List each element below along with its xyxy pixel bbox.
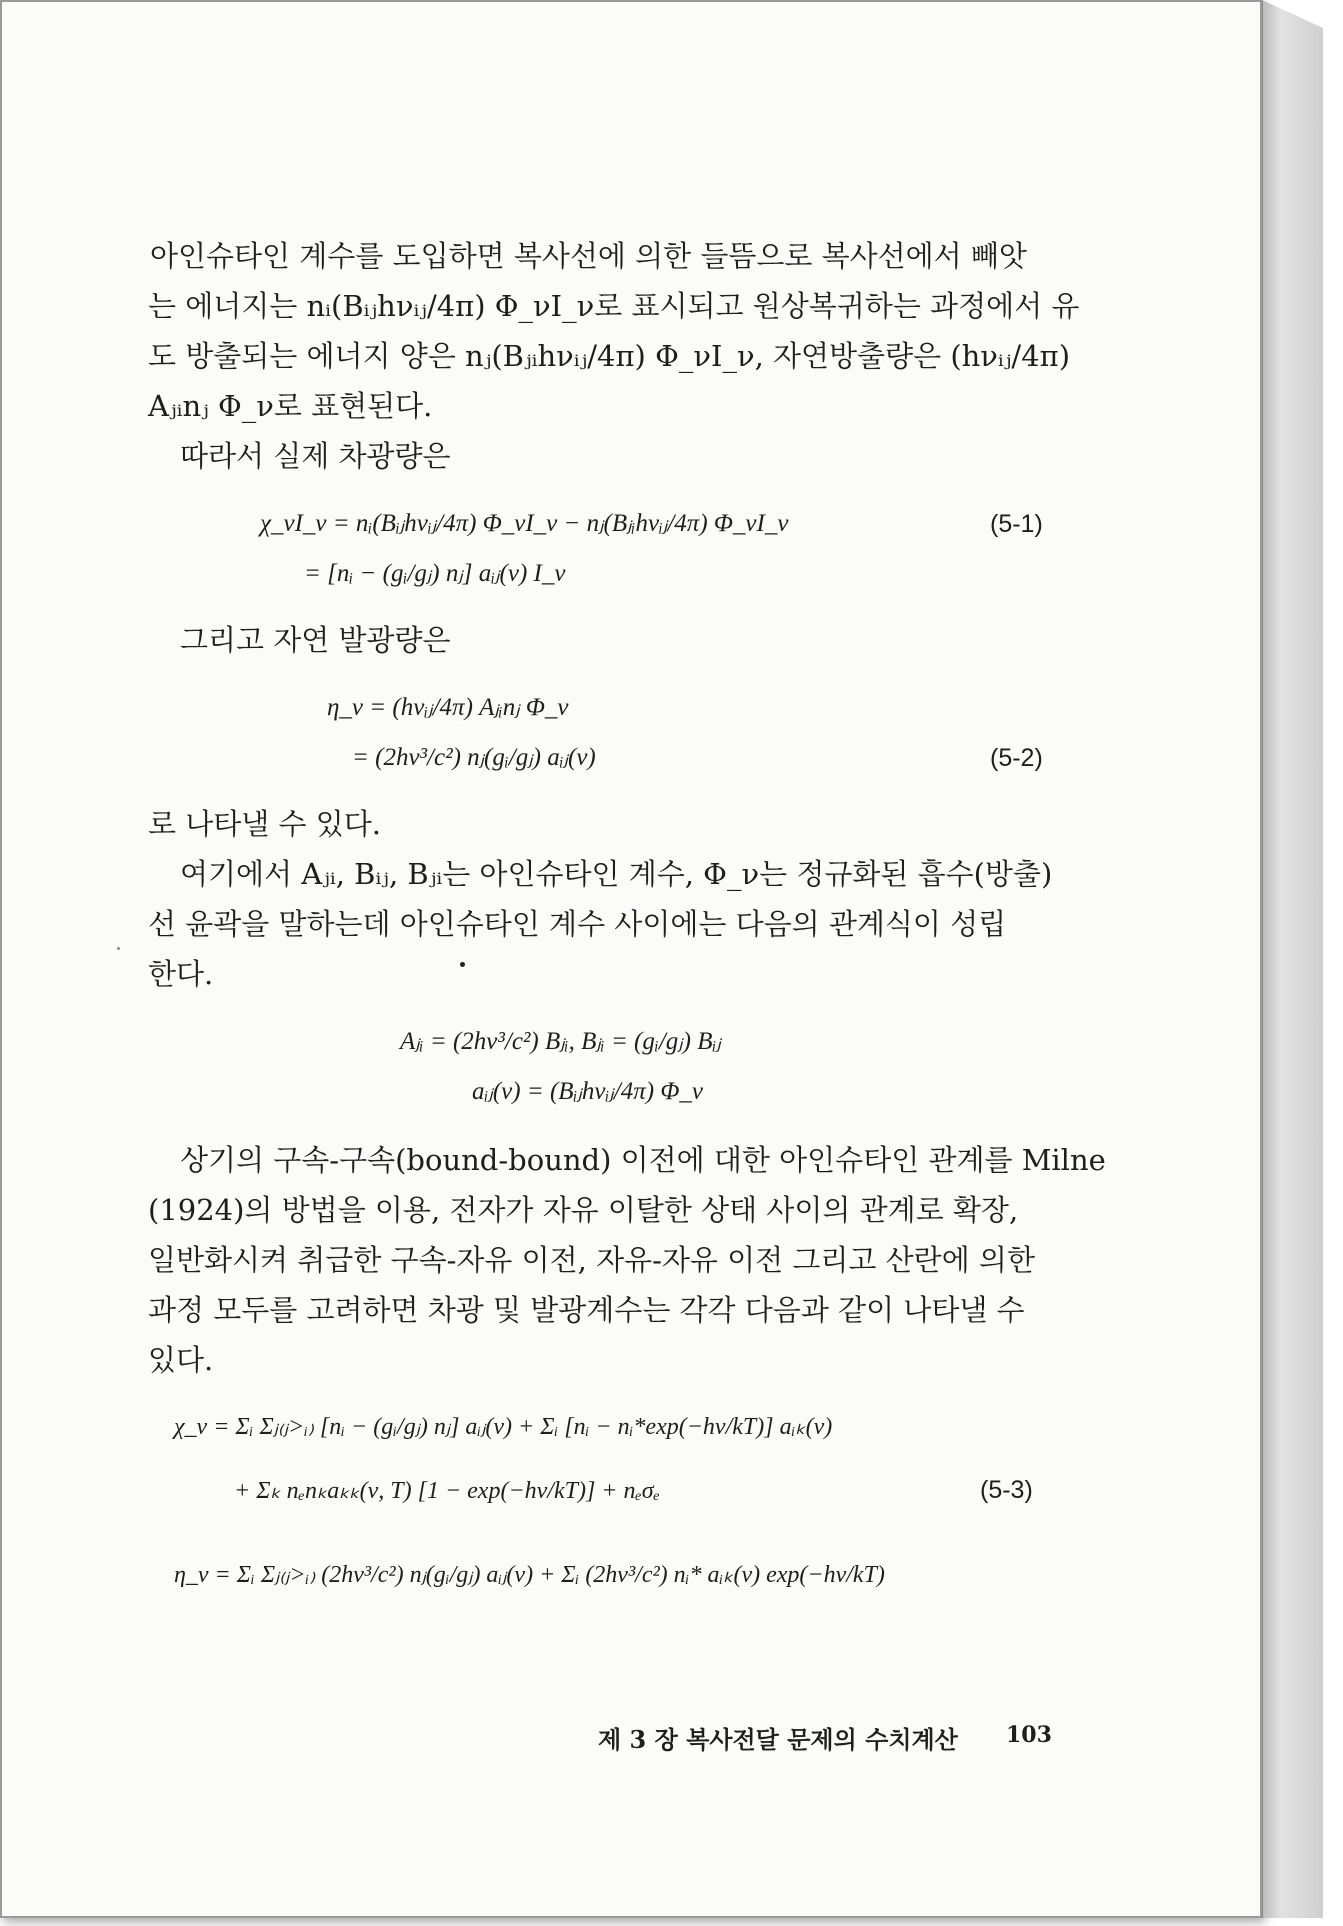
paragraph-3: 그리고 자연 발광량은	[180, 623, 451, 657]
equation-eta-total: η_ν = Σᵢ Σⱼ₍ⱼ>ᵢ₎ (2hν³/c²) nⱼ(gᵢ/gⱼ) aᵢⱼ(ν) + Σᵢ (2hν³/c²) nᵢ* aᵢₖ(ν) exp(−hν/kT)	[174, 1562, 885, 1588]
chapter-running-footer: 제 3 장 복사전달 문제의 수치계산	[598, 1725, 958, 1754]
equation-5-2-line-2: = (2hν³/c²) nⱼ(gᵢ/gⱼ) aᵢⱼ(ν)	[352, 744, 596, 771]
equation-5-1-line-2: = [nᵢ − (gᵢ/gⱼ) nⱼ] aᵢⱼ(ν) I_ν	[304, 560, 566, 587]
page-number: 103	[1006, 1722, 1052, 1748]
equation-5-3-line-1: χ_ν = Σᵢ Σⱼ₍ⱼ>ᵢ₎ [nᵢ − (gᵢ/gⱼ) nⱼ] aᵢⱼ(ν) + Σᵢ [nᵢ − nᵢ*exp(−hν/kT)] aᵢₖ(ν)	[174, 1414, 833, 1440]
equation-5-2-line-1: η_ν = (hνᵢⱼ/4π) Aⱼᵢnⱼ Φ_ν	[327, 694, 569, 721]
paragraph-1-line-4: Aⱼᵢnⱼ Φ_ν로 표현된다.	[148, 389, 433, 423]
equation-5-1-line-1: χ_νI_ν = nᵢ(Bᵢⱼhνᵢⱼ/4π) Φ_νI_ν − nⱼ(Bⱼᵢhνᵢⱼ/4π) Φ_νI_ν	[260, 510, 789, 537]
equation-number-5-2: (5-2)	[990, 744, 1043, 772]
paragraph-2: 따라서 실제 차광량은	[180, 439, 451, 473]
paragraph-1-line-3: 도 방출되는 에너지 양은 nⱼ(Bⱼᵢhνᵢⱼ/4π) Φ_νI_ν, 자연방출량은 (hνᵢⱼ/4π)	[148, 339, 1071, 373]
equation-5-3-line-2: + Σₖ nₑnₖaₖₖ(ν, T) [1 − exp(−hν/kT)] + nₑσₑ	[234, 1478, 660, 1504]
einstein-relation-line-2: aᵢⱼ(ν) = (Bᵢⱼhνᵢⱼ/4π) Φ_ν	[472, 1078, 703, 1105]
paragraph-5-line-1: 여기에서 Aⱼᵢ, Bᵢⱼ, Bⱼᵢ는 아인슈타인 계수, Φ_ν는 정규화된 흡수(방출)	[180, 857, 1053, 891]
paragraph-1-line-1: 아인슈타인 계수를 도입하면 복사선에 의한 들뜸으로 복사선에서 빼앗	[150, 239, 1027, 273]
paragraph-4: 로 나타낼 수 있다.	[148, 807, 381, 841]
paragraph-5-line-2: 선 윤곽을 말하는데 아인슈타인 계수 사이에는 다음의 관계식이 성립	[148, 907, 1007, 941]
equation-number-5-3: (5-3)	[980, 1476, 1033, 1504]
paragraph-6-line-2: (1924)의 방법을 이용, 전자가 자유 이탈한 상태 사이의 관계로 확장,	[148, 1193, 1019, 1227]
paragraph-6-line-3: 일반화시켜 취급한 구속-자유 이전, 자유-자유 이전 그리고 산란에 의한	[148, 1243, 1035, 1277]
paragraph-6-line-4: 과정 모두를 고려하면 차광 및 발광계수는 각각 다음과 같이 나타낼 수	[148, 1293, 1025, 1327]
stray-dot-mark-small	[117, 947, 120, 950]
book-page-edge	[1262, 0, 1323, 1918]
einstein-relation-line-1: Aⱼᵢ = (2hν³/c²) Bⱼᵢ, Bⱼᵢ = (gᵢ/gⱼ) Bᵢⱼ	[400, 1028, 721, 1055]
paragraph-6-line-1: 상기의 구속-구속(bound-bound) 이전에 대한 아인슈타인 관계를 Milne	[180, 1143, 1106, 1177]
paragraph-6-line-5: 있다.	[148, 1343, 214, 1377]
paragraph-5-line-3: 한다.	[148, 957, 214, 991]
equation-number-5-1: (5-1)	[990, 510, 1043, 538]
stray-dot-mark	[460, 962, 465, 967]
paragraph-1-line-2: 는 에너지는 nᵢ(Bᵢⱼhνᵢⱼ/4π) Φ_νI_ν로 표시되고 원상복귀하는 과정에서 유	[148, 289, 1080, 323]
